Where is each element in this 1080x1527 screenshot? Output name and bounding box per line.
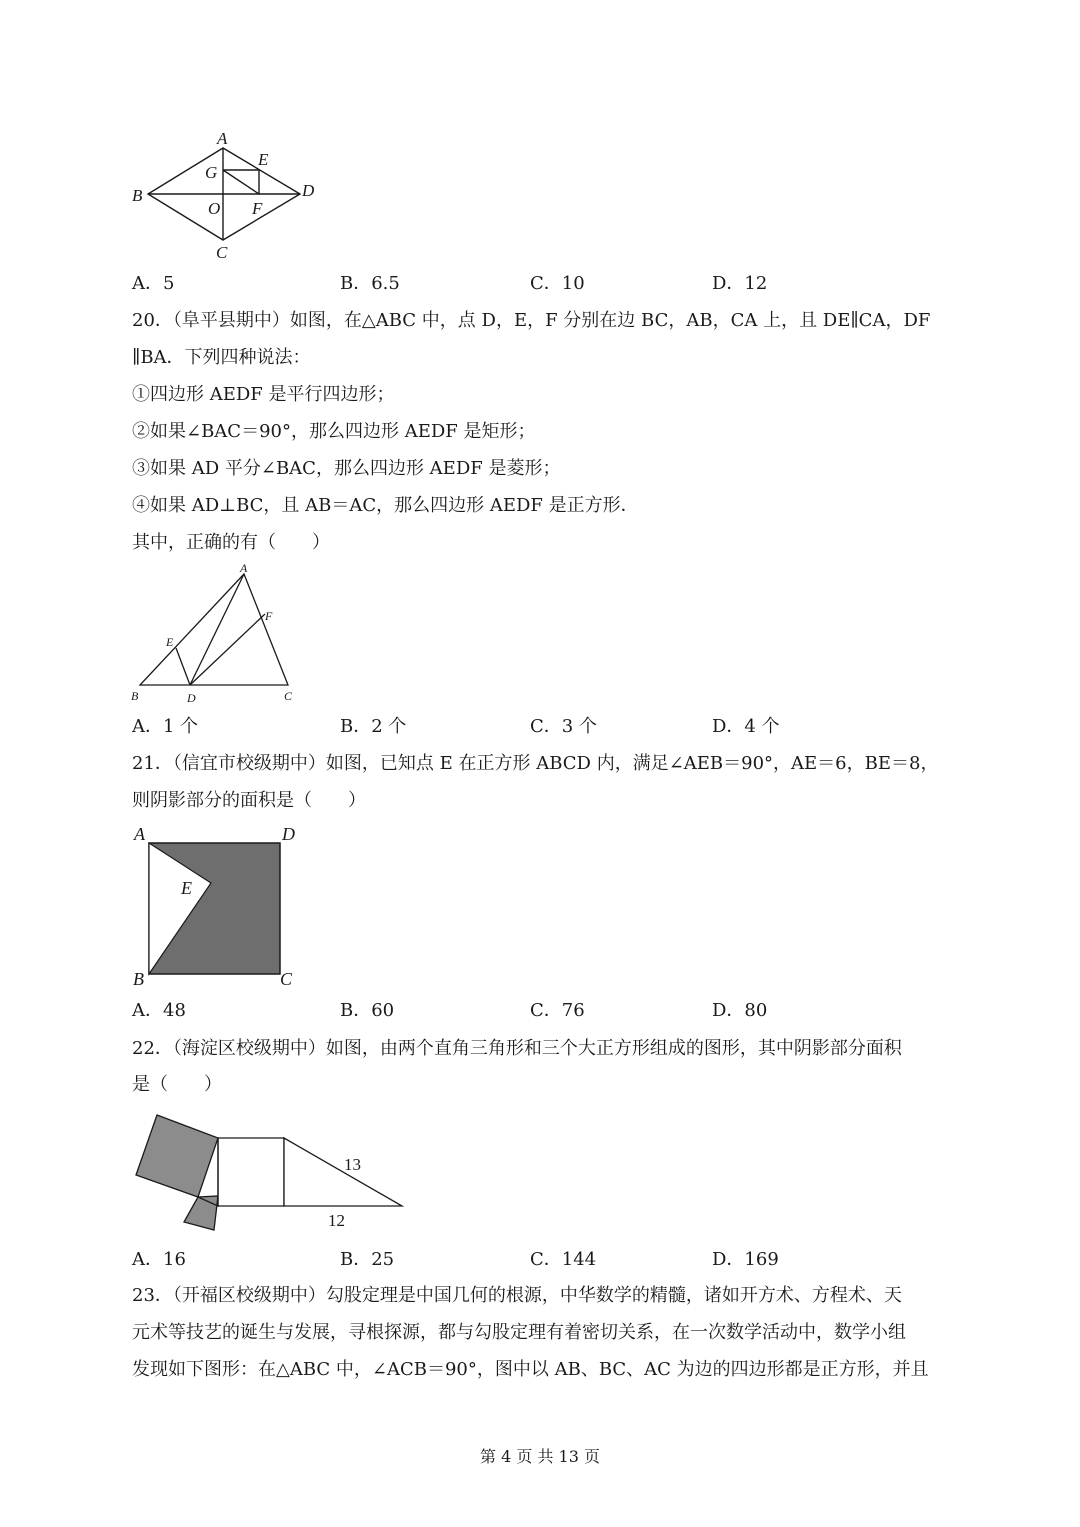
- q21-label-b: B: [133, 969, 144, 989]
- q22-figure: [128, 1108, 413, 1238]
- q22-stem-line1: 22．（海淀区校级期中）如图，由两个直角三角形和三个大正方形组成的图形，其中阴影部分面积: [132, 1038, 902, 1059]
- q20-statement-3: ③如果 AD 平分∠BAC，那么四边形 AEDF 是菱形；: [132, 458, 561, 479]
- q21-label-e: E: [181, 878, 192, 898]
- q22-option-b: B．25: [340, 1249, 395, 1270]
- q20-option-d: D．4 个: [712, 716, 780, 737]
- q21-stem-line1: 21．（信宜市校级期中）如图，已知点 E 在正方形 ABCD 内，满足∠AEB＝90°，AE＝6，BE＝8，: [132, 753, 939, 774]
- q19-label-a: A: [217, 129, 228, 148]
- q20-stem-line1: 20．（阜平县期中）如图，在△ABC 中，点 D，E，F 分别在边 BC，AB，CA 上，且 DE∥CA，DF: [132, 310, 931, 331]
- q20-label-a: A: [240, 562, 248, 575]
- q22-option-c: C．144: [530, 1249, 597, 1270]
- q21-option-d: D．80: [712, 1000, 768, 1021]
- q20-option-b: B．2 个: [340, 716, 407, 737]
- q22-stem-line2: 是（ ）: [132, 1074, 222, 1095]
- q21-option-a: A．48: [132, 1000, 186, 1021]
- q20-statement-2: ②如果∠BAC＝90°，那么四边形 AEDF 是矩形；: [132, 421, 536, 442]
- q19-label-c: C: [216, 243, 228, 262]
- q19-option-b: B．6.5: [340, 273, 400, 294]
- q20-label-d: D: [187, 691, 196, 705]
- q19-label-g: G: [205, 163, 218, 182]
- q20-label-b: B: [131, 689, 139, 703]
- q19-label-d: D: [302, 181, 315, 200]
- q23-line2: 元术等技艺的诞生与发展，寻根探源，都与勾股定理有着密切关系，在一次数学活动中，数学小组: [132, 1322, 906, 1343]
- q20-option-a: A．1 个: [132, 716, 199, 737]
- q22-option-d: D．169: [712, 1249, 779, 1270]
- q22-label-12: 12: [328, 1211, 345, 1230]
- q20-statement-4: ④如果 AD⊥BC，且 AB＝AC，那么四边形 AEDF 是正方形．: [132, 495, 639, 516]
- q20-option-c: C．3 个: [530, 716, 597, 737]
- q21-figure: [128, 822, 308, 992]
- q21-option-c: C．76: [530, 1000, 585, 1021]
- q20-statement-1: ①四边形 AEDF 是平行四边形；: [132, 384, 395, 405]
- q22-label-13: 13: [344, 1155, 361, 1174]
- q19-label-o: O: [208, 199, 221, 218]
- q21-label-c: C: [280, 969, 293, 989]
- q23-line3: 发现如下图形：在△ABC 中，∠ACB＝90°，图中以 AB、BC、AC 为边的四边形都是正方形，并且: [132, 1359, 929, 1380]
- q19-figure: [128, 126, 328, 266]
- q19-option-d: D．12: [712, 273, 768, 294]
- q19-option-a: A．5: [132, 273, 175, 294]
- q20-label-f: F: [265, 609, 273, 623]
- q20-figure: [128, 562, 303, 707]
- q20-label-e: E: [166, 635, 174, 649]
- q21-stem-line2: 则阴影部分的面积是（ ）: [132, 790, 366, 811]
- q21-option-b: B．60: [340, 1000, 395, 1021]
- q19-label-e: E: [258, 150, 269, 169]
- q19-option-c: C．10: [530, 273, 585, 294]
- q20-question: 其中，正确的有（ ）: [132, 532, 330, 553]
- q20-stem-line2: ∥BA．下列四种说法：: [132, 347, 311, 368]
- q19-label-f: F: [252, 199, 263, 218]
- q21-label-d: D: [282, 824, 295, 844]
- page-footer: 第 4 页 共 13 页: [480, 1447, 600, 1466]
- q20-label-c: C: [284, 689, 293, 703]
- q21-label-a: A: [134, 824, 145, 844]
- q23-line1: 23．（开福区校级期中）勾股定理是中国几何的根源，中华数学的精髓，诸如开方术、方程术、天: [132, 1285, 902, 1306]
- q19-label-b: B: [132, 186, 143, 205]
- q22-option-a: A．16: [132, 1249, 186, 1270]
